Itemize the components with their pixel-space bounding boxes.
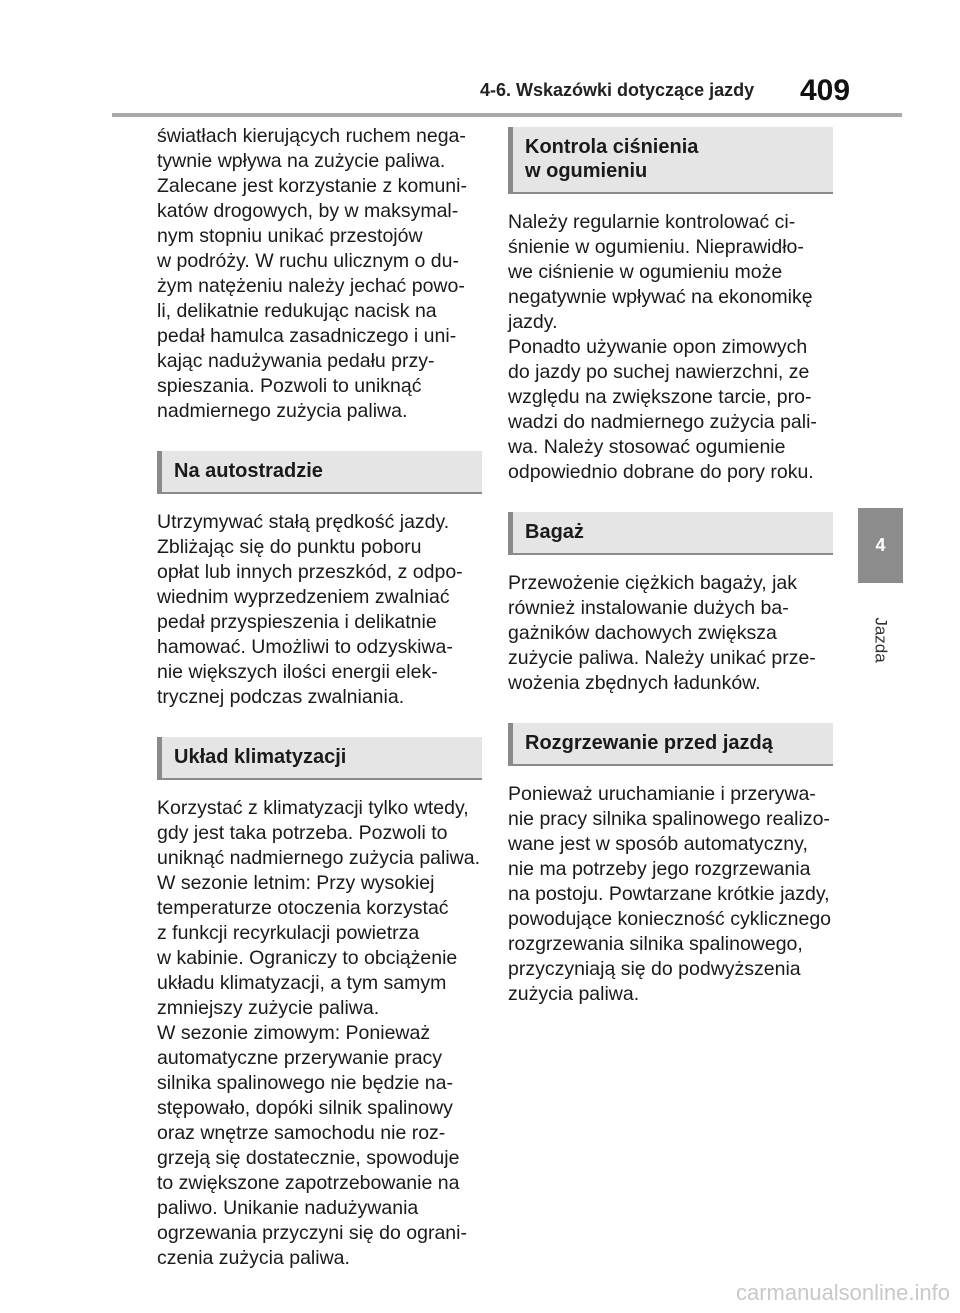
tire-pressure-heading: Kontrola ciśnienia w ogumieniu xyxy=(508,127,833,194)
highway-heading: Na autostradzie xyxy=(157,451,482,494)
ac-paragraph: Korzystać z klimatyzacji tylko wtedy, gdy jest taka potrzeba. Pozwoli to uniknąć nadmiernego zużycia paliwa. W sezonie letnim: Przy wysokiej temperaturze otoczenia korzystać z funkcji recyrkulacji powietrza w kabinie. Ograniczy to obciążenie układu klimatyzacji, a tym samym zmniejszy zużycie paliwa. W sezonie zimowym: Ponieważ automatyczne przerywanie pracy silnika spalinowego nie będzie na- stępowało, dopóki silnik spalinowy oraz wnętrze samochodu nie roz- grzeją się dostatecznie, spowoduje to zwiększone zapotrzebowanie na paliwo. Unikanie nadużywania ogrzewania przyczyni się do ograni- czenia zużycia paliwa. xyxy=(157,797,481,1269)
warmup-heading: Rozgrzewanie przed jazdą xyxy=(508,723,833,766)
chapter-tab: 4 xyxy=(858,508,903,583)
section-title: 4-6. Wskazówki dotyczące jazdy xyxy=(480,80,755,100)
luggage-heading: Bagaż xyxy=(508,512,833,555)
warmup-paragraph: Ponieważ uruchamianie i przerywa- nie pracy silnika spalinowego realizo- wane jest w sposób automatyczny, nie ma potrzeby jego rozgrzewania na postoju. Powtarzane krótkie jazdy, powodujące konieczność cyklicznego rozgrzewania silnika spalinowego, przyczyniają się do podwyższenia zużycia paliwa. xyxy=(508,783,832,1005)
ac-heading: Układ klimatyzacji xyxy=(157,737,482,780)
watermark: carmanualsonline.info xyxy=(735,1280,950,1305)
luggage-paragraph: Przewożenie ciężkich bagaży, jak również instalowanie dużych ba- gażników dachowych zwiększa zużycie paliwa. Należy unikać prze- wożenia zbędnych ładunków. xyxy=(508,572,816,694)
page-number: 409 xyxy=(800,74,851,107)
header-divider xyxy=(112,113,902,117)
left-column xyxy=(157,124,482,1271)
intro-paragraph: światłach kierujących ruchem nega- tywnie wpływa na zużycie paliwa. Zalecane jest korzystanie z komuni- katów drogowych, by w maksymal- nym stopniu unikać przestojów w podróży. W ruchu ulicznym o du- żym natężeniu należy jechać powo- li, delikatnie redukując nacisk na pedał hamulca zasadniczego i uni- kając nadużywania pedału przy- spieszania. Pozwoli to uniknąć nadmiernego zużycia paliwa. xyxy=(157,125,467,422)
highway-paragraph: Utrzymywać stałą prędkość jazdy. Zbliżając się do punktu poboru opłat lub innych przeszkód, z odpo- wiednim wyprzedzeniem zwalniać pedał przyspieszenia i delikatnie hamować. Umożliwi to odzyskiwa- nie większych ilości energii elek- trycznej podczas zwalniania. xyxy=(157,511,463,708)
right-column xyxy=(508,127,833,1007)
chapter-label xyxy=(866,610,896,670)
tire-pressure-paragraph: Należy regularnie kontrolować ci- śnienie w ogumieniu. Nieprawidło- we ciśnienie w ogumieniu może negatywnie wpływać na ekonomikę jazdy. Ponadto używanie opon zimowych do jazdy po suchej nawierzchni, ze względu na zwiększone tarcie, pro- wadzi do nadmiernego zużycia pali- wa. Należy stosować ogumienie odpowiednio dobrane do pory roku. xyxy=(508,211,817,483)
chapter-name: Jazda xyxy=(872,617,891,663)
